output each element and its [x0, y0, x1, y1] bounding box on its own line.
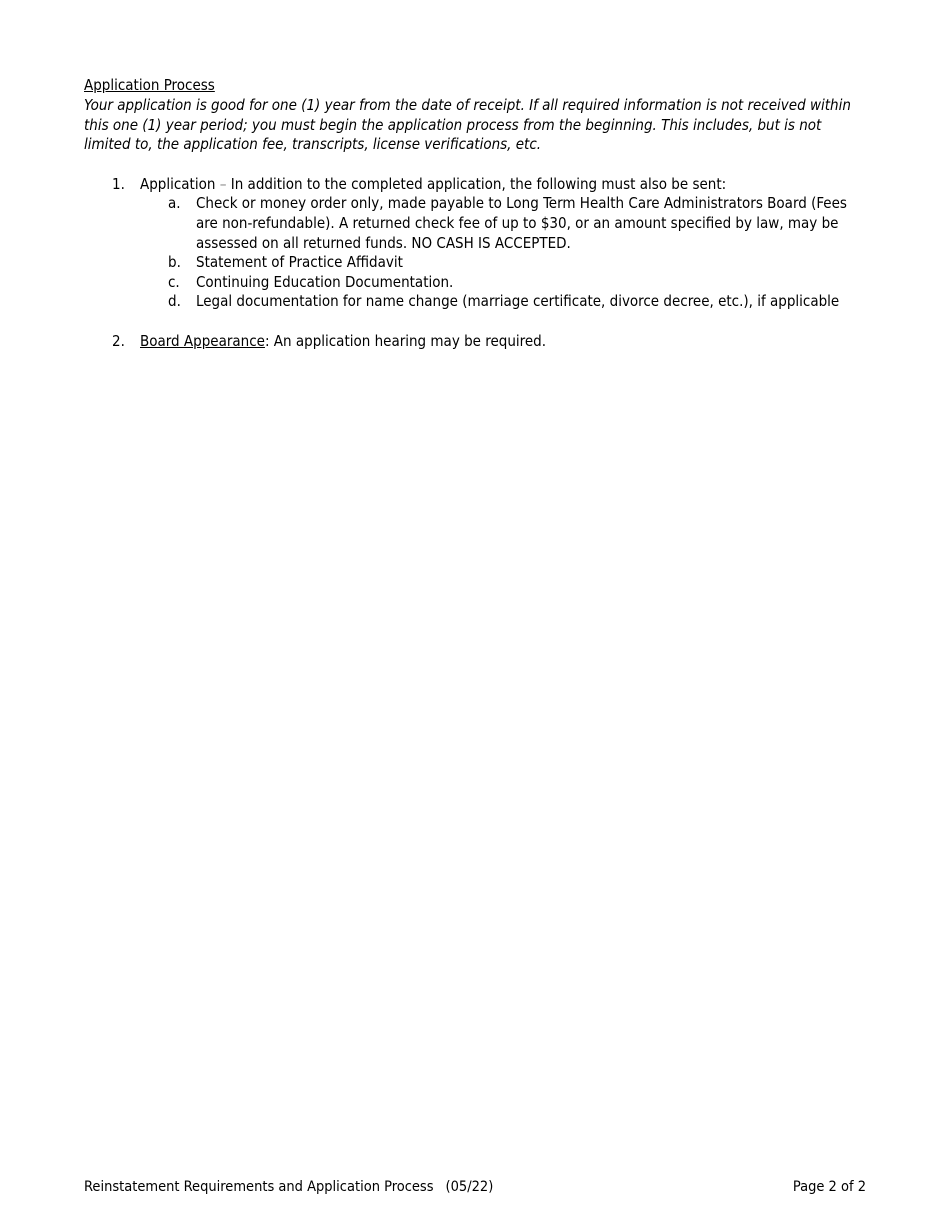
requirement-item-affidavit	[140, 253, 869, 273]
requirement-text: Check or money order only, made payable to Long Term Health Care Administrators Board (Fees are non-refundable). A returned check fee of up to $30, or an amount specified by law, may be assessed on all returned funds. NO CASH IS ACCEPTED.	[196, 194, 847, 252]
requirement-item-payment	[140, 194, 869, 253]
requirement-text: Statement of Practice Affidavit	[196, 253, 403, 272]
page-footer	[84, 1178, 866, 1196]
steps-list	[84, 175, 869, 352]
requirements-list	[140, 194, 869, 312]
footer-document-date: (05/22)	[445, 1179, 494, 1195]
footer-document-info	[84, 1178, 493, 1196]
footer-page-number: Page 2 of 2	[792, 1179, 866, 1195]
step-board-appearance	[84, 332, 869, 352]
section-heading: Application Process	[84, 76, 215, 94]
requirement-item-name-change	[140, 292, 869, 312]
document-body	[84, 75, 869, 352]
intro-paragraph: Your application is good for one (1) year from the date of receipt. If all required information is not received within this one (1) year period; you must begin the application process from the beginning. This includes, but is not limited to, the application fee, transcripts, license verifications, etc.	[84, 96, 851, 154]
step-title: Application	[140, 174, 216, 193]
step-text: : An application hearing may be required.	[264, 331, 547, 350]
requirement-marker: c.	[168, 272, 180, 291]
step-marker: 2.	[112, 331, 125, 350]
step-application	[84, 175, 869, 312]
step-text: In addition to the completed application, the following must also be sent:	[230, 174, 727, 193]
requirement-marker: a.	[168, 194, 181, 213]
step-marker: 1.	[112, 174, 125, 193]
requirement-text: Continuing Education Documentation.	[196, 272, 454, 291]
footer-document-title: Reinstatement Requirements and Application Process	[84, 1179, 434, 1195]
requirement-marker: b.	[168, 253, 181, 272]
step-title: Board Appearance	[140, 331, 265, 350]
requirement-marker: d.	[168, 292, 181, 311]
step-dash: –	[215, 174, 231, 193]
requirement-text: Legal documentation for name change (marriage certificate, divorce decree, etc.), if applicable	[196, 292, 840, 311]
requirement-item-continuing-education	[140, 273, 869, 293]
